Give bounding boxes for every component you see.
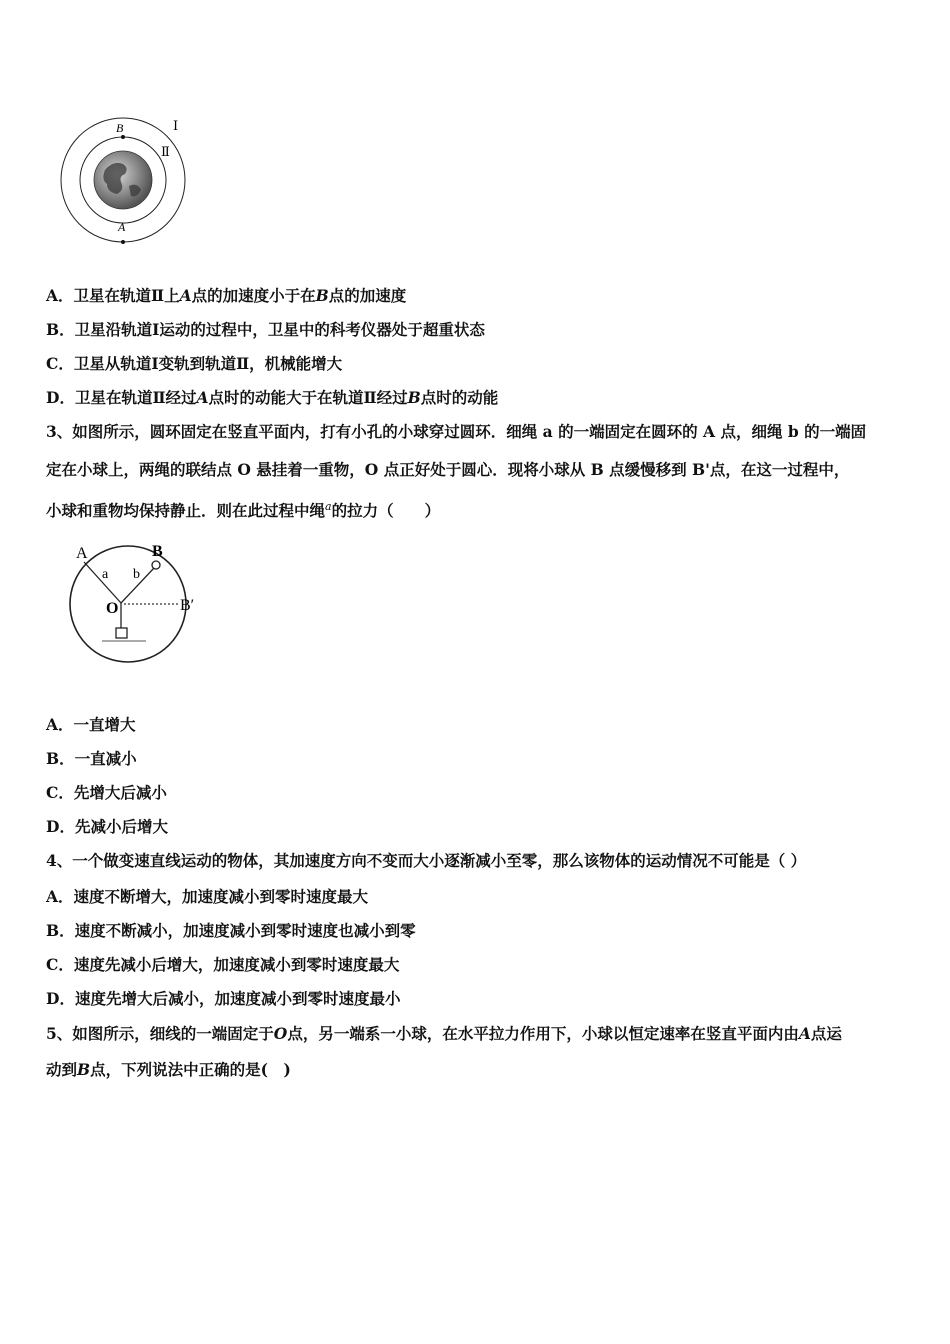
q4-option-a: A．速度不断增大，加速度减小到零时速度最大 <box>46 887 369 906</box>
fig2-label-O: O <box>106 600 119 617</box>
fig2-label-Bprime: B′ <box>180 597 195 614</box>
q4-stem: 4、一个做变速直线运动的物体，其加速度方向不变而大小逐渐减小至零，那么该物体的运动情况不可能是（ ） <box>46 851 807 870</box>
point-B <box>121 135 125 139</box>
label-orbit-2: Ⅱ <box>161 144 170 159</box>
q3-option-d: D．先减小后增大 <box>46 817 168 836</box>
label-orbit-1: Ⅰ <box>173 118 179 133</box>
fig2-label-A: A <box>76 545 88 562</box>
point-A <box>121 240 125 244</box>
q3-option-b: B．一直减小 <box>46 749 137 768</box>
q4-option-b: B．速度不断减小，加速度减小到零时速度也减小到零 <box>46 921 416 940</box>
q4-option-d: D．速度先增大后减小，加速度减小到零时速度最小 <box>46 989 401 1008</box>
q2-option-b: B．卫星沿轨道Ⅰ运动的过程中，卫星中的科考仪器处于超重状态 <box>46 320 485 339</box>
ring-diagram <box>66 540 216 665</box>
q3-option-c: C．先增大后减小 <box>46 783 167 802</box>
q3-stem-line2: 定在小球上，两绳的联结点 O 悬挂着一重物，O 点正好处于圆心．现将小球从 B 点缓慢移到 B'点，在这一过程中， <box>46 460 850 479</box>
q5-stem-line2: 动到B点，下列说法中正确的是( ) <box>46 1060 291 1079</box>
q3-stem-line3: 小球和重物均保持静止．则在此过程中绳$^a$的拉力（ ） <box>46 500 441 521</box>
q2-option-a: A．卫星在轨道Ⅱ上A点的加速度小于在B点的加速度 <box>46 286 407 305</box>
fig2-label-B: B <box>152 543 163 560</box>
q3-option-a: A．一直增大 <box>46 715 136 734</box>
orbit-diagram <box>55 112 195 247</box>
ball-B <box>152 561 160 569</box>
fig2-label-b: b <box>133 567 140 582</box>
label-B: B <box>116 121 124 135</box>
orbit-figure <box>55 112 195 247</box>
label-A: A <box>118 220 126 234</box>
fig2-label-a: a <box>102 567 109 582</box>
weight <box>116 628 127 638</box>
ring-figure <box>66 540 216 665</box>
q3-stem-line1: 3、如图所示，圆环固定在竖直平面内，打有小孔的小球穿过圆环．细绳 a 的一端固定在圆环的 A 点，细绳 b 的一端固 <box>46 422 867 441</box>
earth <box>94 151 152 209</box>
q4-option-c: C．速度先减小后增大，加速度减小到零时速度最大 <box>46 955 400 974</box>
q5-stem-line1: 5、如图所示，细线的一端固定于O点，另一端系一小球，在水平拉力作用下，小球以恒定速率在竖直平面内由A点运 <box>46 1024 842 1043</box>
q2-option-d: D．卫星在轨道Ⅱ经过A点时的动能大于在轨道Ⅱ经过B点时的动能 <box>46 388 499 407</box>
q2-option-c: C．卫星从轨道Ⅰ变轨到轨道Ⅱ，机械能增大 <box>46 354 343 373</box>
